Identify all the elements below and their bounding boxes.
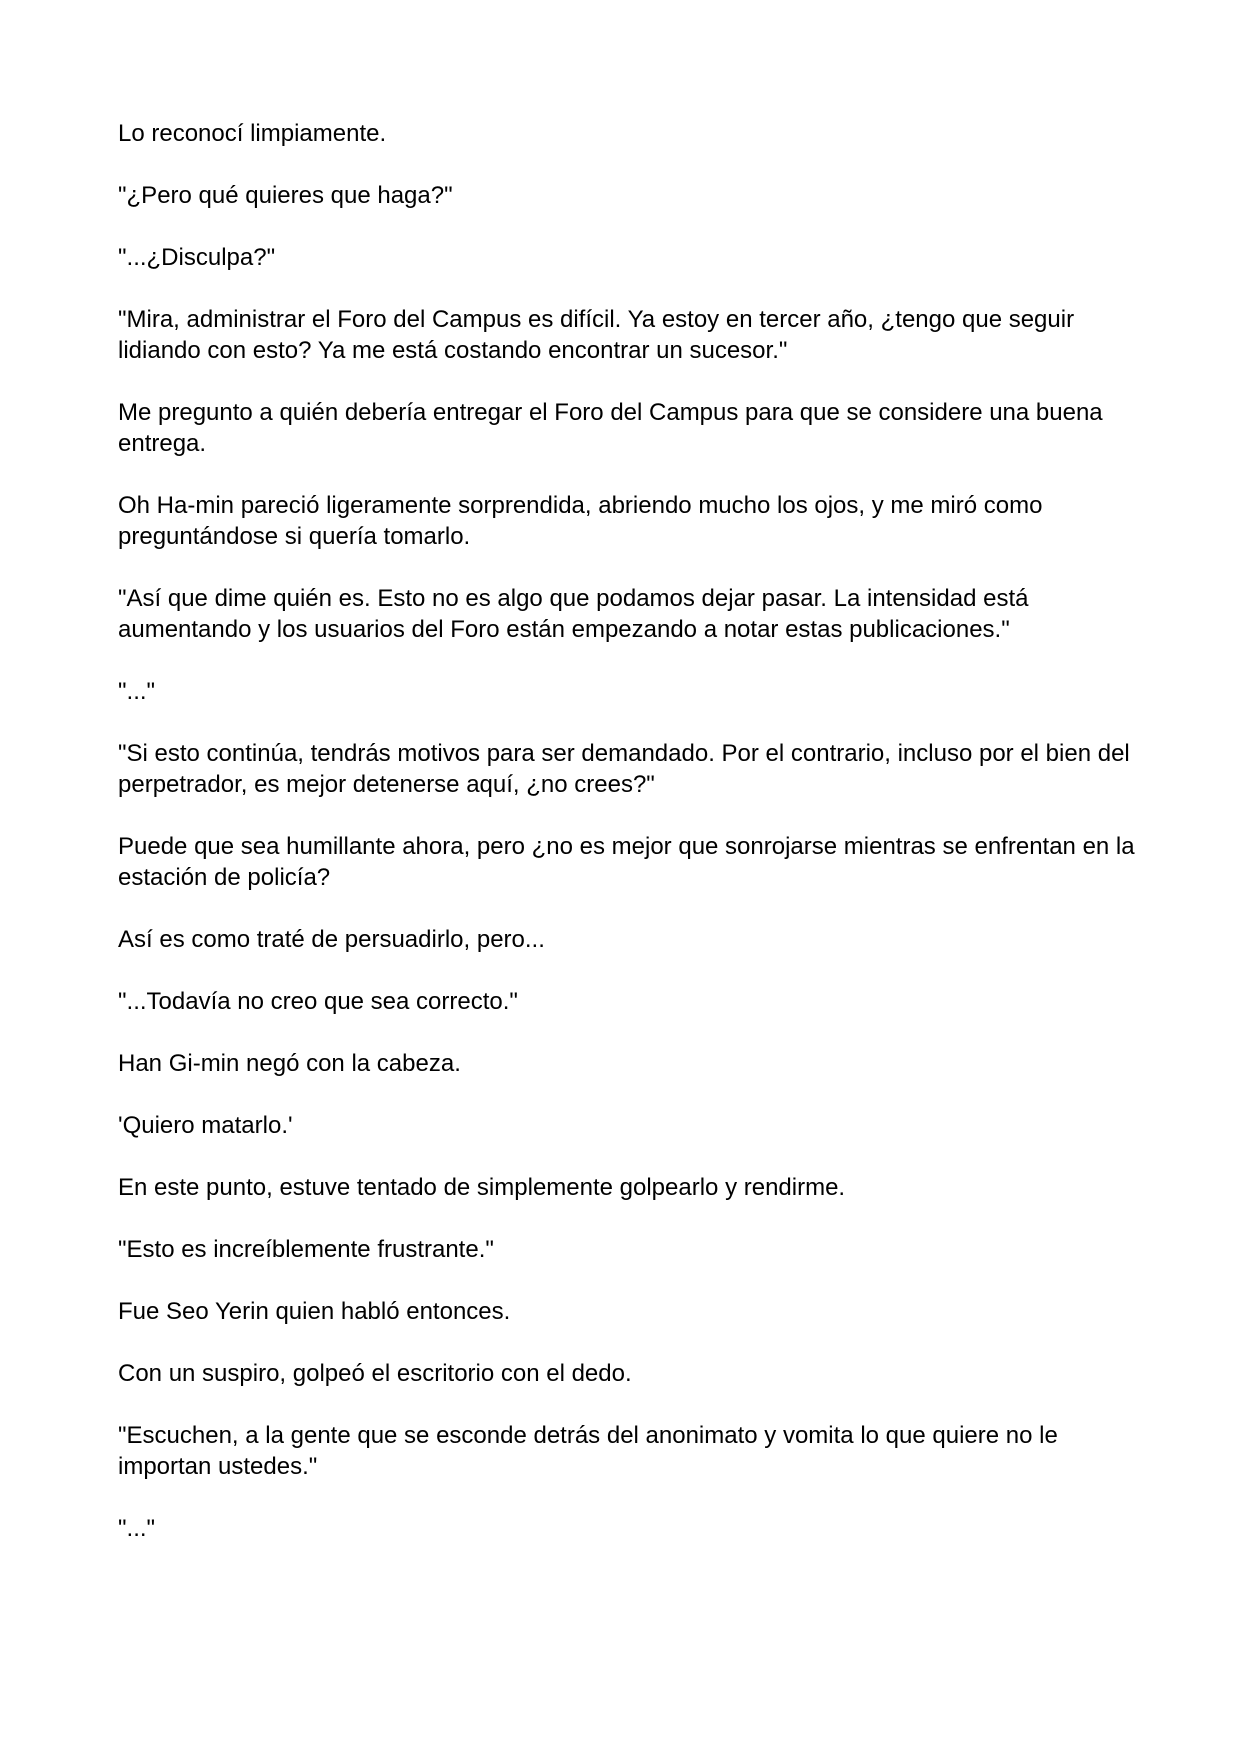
paragraph: "¿Pero qué quieres que haga?" [118, 182, 453, 209]
paragraph: Han Gi-min negó con la cabeza. [118, 1050, 461, 1077]
paragraph: Con un suspiro, golpeó el escritorio con el dedo. [118, 1360, 632, 1387]
paragraph: Así es como traté de persuadirlo, pero... [118, 926, 545, 953]
paragraph: "..." [118, 678, 156, 705]
paragraph: "...Todavía no creo que sea correcto." [118, 988, 518, 1015]
paragraph: "..." [118, 1515, 156, 1542]
paragraph: Oh Ha-min pareció ligeramente sorprendida, abriendo mucho los ojos, y me miró como preguntándose si quería tomarlo. [118, 492, 1043, 550]
paragraph: "...¿Disculpa?" [118, 244, 276, 271]
document-body [118, 118, 1138, 1575]
paragraph: "Si esto continúa, tendrás motivos para ser demandado. Por el contrario, incluso por el bien del perpetrador, es mejor detenerse aquí, ¿no crees?" [118, 740, 1130, 798]
paragraph: "Esto es increíblemente frustrante." [118, 1236, 494, 1263]
paragraph: "Mira, administrar el Foro del Campus es difícil. Ya estoy en tercer año, ¿tengo que seguir lidiando con esto? Ya me está costando encontrar un sucesor." [118, 306, 1075, 364]
paragraph: Lo reconocí limpiamente. [118, 120, 387, 147]
paragraph: Puede que sea humillante ahora, pero ¿no es mejor que sonrojarse mientras se enfrentan en la estación de policía? [118, 833, 1135, 891]
paragraph: Me pregunto a quién debería entregar el Foro del Campus para que se considere una buena entrega. [118, 399, 1103, 457]
paragraph: 'Quiero matarlo.' [118, 1112, 293, 1139]
paragraph: "Escuchen, a la gente que se esconde detrás del anonimato y vomita lo que quiere no le importan ustedes." [118, 1422, 1058, 1480]
paragraph: Fue Seo Yerin quien habló entonces. [118, 1298, 511, 1325]
paragraph: En este punto, estuve tentado de simplemente golpearlo y rendirme. [118, 1174, 846, 1201]
paragraph: "Así que dime quién es. Esto no es algo que podamos dejar pasar. La intensidad está aumentando y los usuarios del Foro están empezando a notar estas publicaciones." [118, 585, 1029, 643]
